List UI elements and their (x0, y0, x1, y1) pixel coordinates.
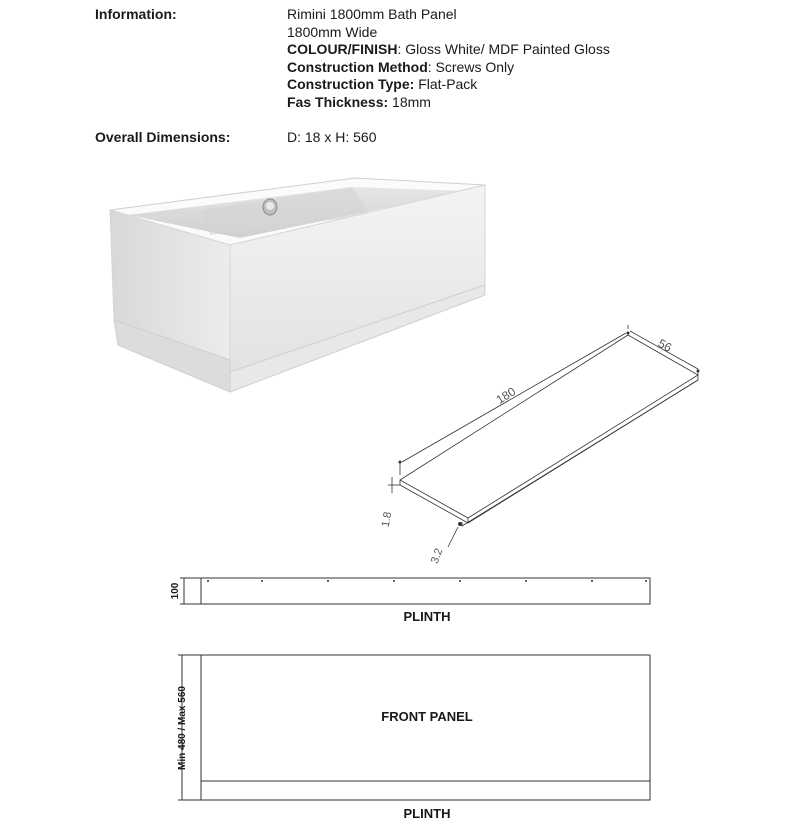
construction-type-key: Construction Type: (287, 76, 415, 92)
overall-dimensions-value: D: 18 x H: 560 (287, 129, 377, 145)
plinth-height-label: 100 (170, 582, 181, 600)
panel-height-label: Min 480 / Max 560 (177, 686, 188, 770)
colour-finish-row: COLOUR/FINISH: Gloss White/ MDF Painted Gloss (287, 41, 610, 57)
dim-thickness-label: 1.8 (380, 510, 395, 529)
panel-iso-drawing (380, 325, 710, 565)
overall-dimensions-label: Overall Dimensions: (95, 129, 231, 145)
construction-type-value: Flat-Pack (418, 76, 478, 92)
product-title: Rimini 1800mm Bath Panel (287, 6, 457, 22)
plinth-caption: PLINTH (403, 609, 451, 624)
information-label: Information: (95, 6, 177, 22)
thickness-value: 18mm (392, 93, 431, 110)
construction-method-row: Construction Method: Screws Only (287, 58, 515, 75)
construction-method-key: Construction Method (287, 58, 428, 75)
colour-finish-value: Gloss White/ MDF Painted Gloss (405, 41, 610, 57)
construction-type-row (287, 76, 610, 94)
bottom-plinth-caption: PLINTH (403, 806, 451, 821)
colour-finish-key: COLOUR/FINISH (287, 41, 398, 57)
product-info (287, 6, 610, 111)
construction-method-value: Screws Only (435, 58, 515, 75)
product-width: 1800mm Wide (287, 23, 378, 40)
dim-depth-label: 56 (655, 336, 675, 355)
front-panel-drawing (170, 648, 660, 828)
front-panel-caption: FRONT PANEL (381, 709, 473, 724)
dim-lip-label: 3.2 (428, 546, 446, 565)
thickness-row (287, 94, 610, 112)
plinth-drawing (170, 570, 660, 630)
dim-length-label: 180 (493, 384, 519, 407)
thickness-key: Fas Thickness: (287, 93, 389, 110)
